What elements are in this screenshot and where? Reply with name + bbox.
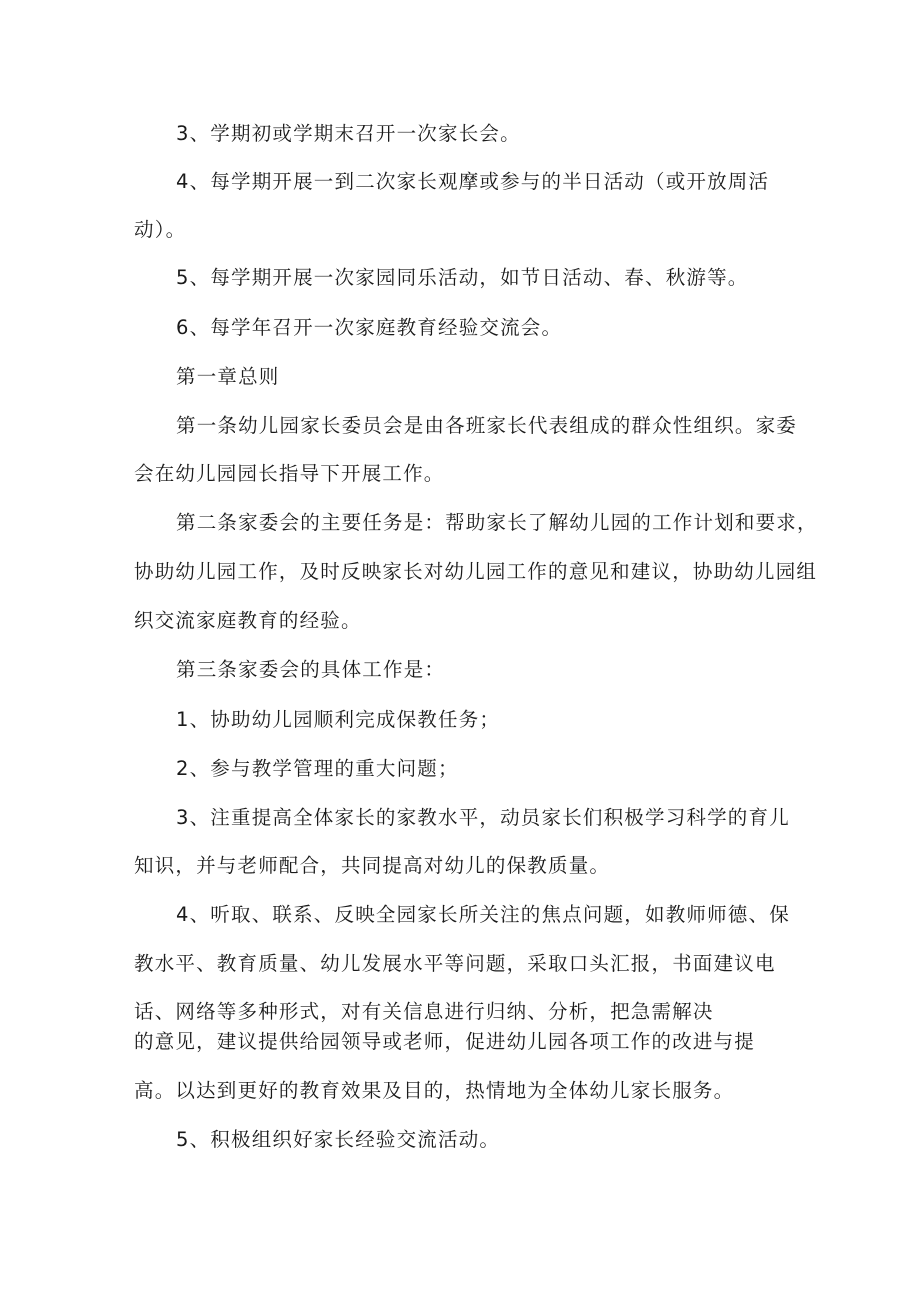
article-3-item-3-line2: 知识，并与老师配合，共同提高对幼儿的保教质量。 (134, 854, 611, 877)
article-1-line2: 会在幼儿园园长指导下开展工作。 (134, 462, 445, 485)
article-3-item-4-line3: 话、网络等多种形式，对有关信息进行归纳、分析，把急需解决 (134, 1000, 714, 1023)
article-2-line2: 协助幼儿园工作，及时反映家长对幼儿园工作的意见和建议，协助幼儿园组 (134, 560, 818, 583)
article-3-item-4-line2: 教水平、教育质量、幼儿发展水平等问题，采取口头汇报，书面建议电 (134, 952, 776, 975)
item-3-parent-meeting: 3、学期初或学期末召开一次家长会。 (176, 122, 521, 145)
article-3-item-4-line1: 4、听取、联系、反映全园家长所关注的焦点问题，如教师师德、保 (176, 903, 790, 926)
chapter-heading: 第一章总则 (176, 365, 280, 388)
item-5-family-activity: 5、每学期开展一次家园同乐活动，如节日活动、春、秋游等。 (176, 266, 749, 289)
article-1-line1: 第一条幼儿园家长委员会是由各班家长代表组成的群众性组织。家委 (176, 414, 798, 437)
item-4-half-day-activity-line2: 动）。 (134, 218, 187, 241)
item-4-half-day-activity-line1: 4、每学期开展一到二次家长观摩或参与的半日活动（或开放周活 (176, 170, 770, 193)
article-2-line3: 织交流家庭教育的经验。 (134, 609, 362, 632)
article-3-item-3-line1: 3、注重提高全体家长的家教水平，动员家长们积极学习科学的育儿 (176, 806, 790, 829)
article-3-item-1: 1、协助幼儿园顺利完成保教任务； (176, 708, 501, 731)
article-3-item-5: 5、积极组织好家长经验交流活动。 (176, 1128, 501, 1151)
item-6-education-exchange: 6、每学年召开一次家庭教育经验交流会。 (176, 316, 563, 339)
article-3-heading: 第三条家委会的具体工作是： (176, 658, 446, 681)
article-3-item-4-line4: 的意见，建议提供给园领导或老师，促进幼儿园各项工作的改进与提 (134, 1030, 756, 1053)
article-2-line1: 第二条家委会的主要任务是：帮助家长了解幼儿园的工作计划和要求， (176, 511, 818, 534)
article-3-item-2: 2、参与教学管理的重大问题； (176, 757, 459, 780)
article-3-item-4-line5: 高。以达到更好的教育效果及目的，热情地为全体幼儿家长服务。 (134, 1079, 735, 1102)
